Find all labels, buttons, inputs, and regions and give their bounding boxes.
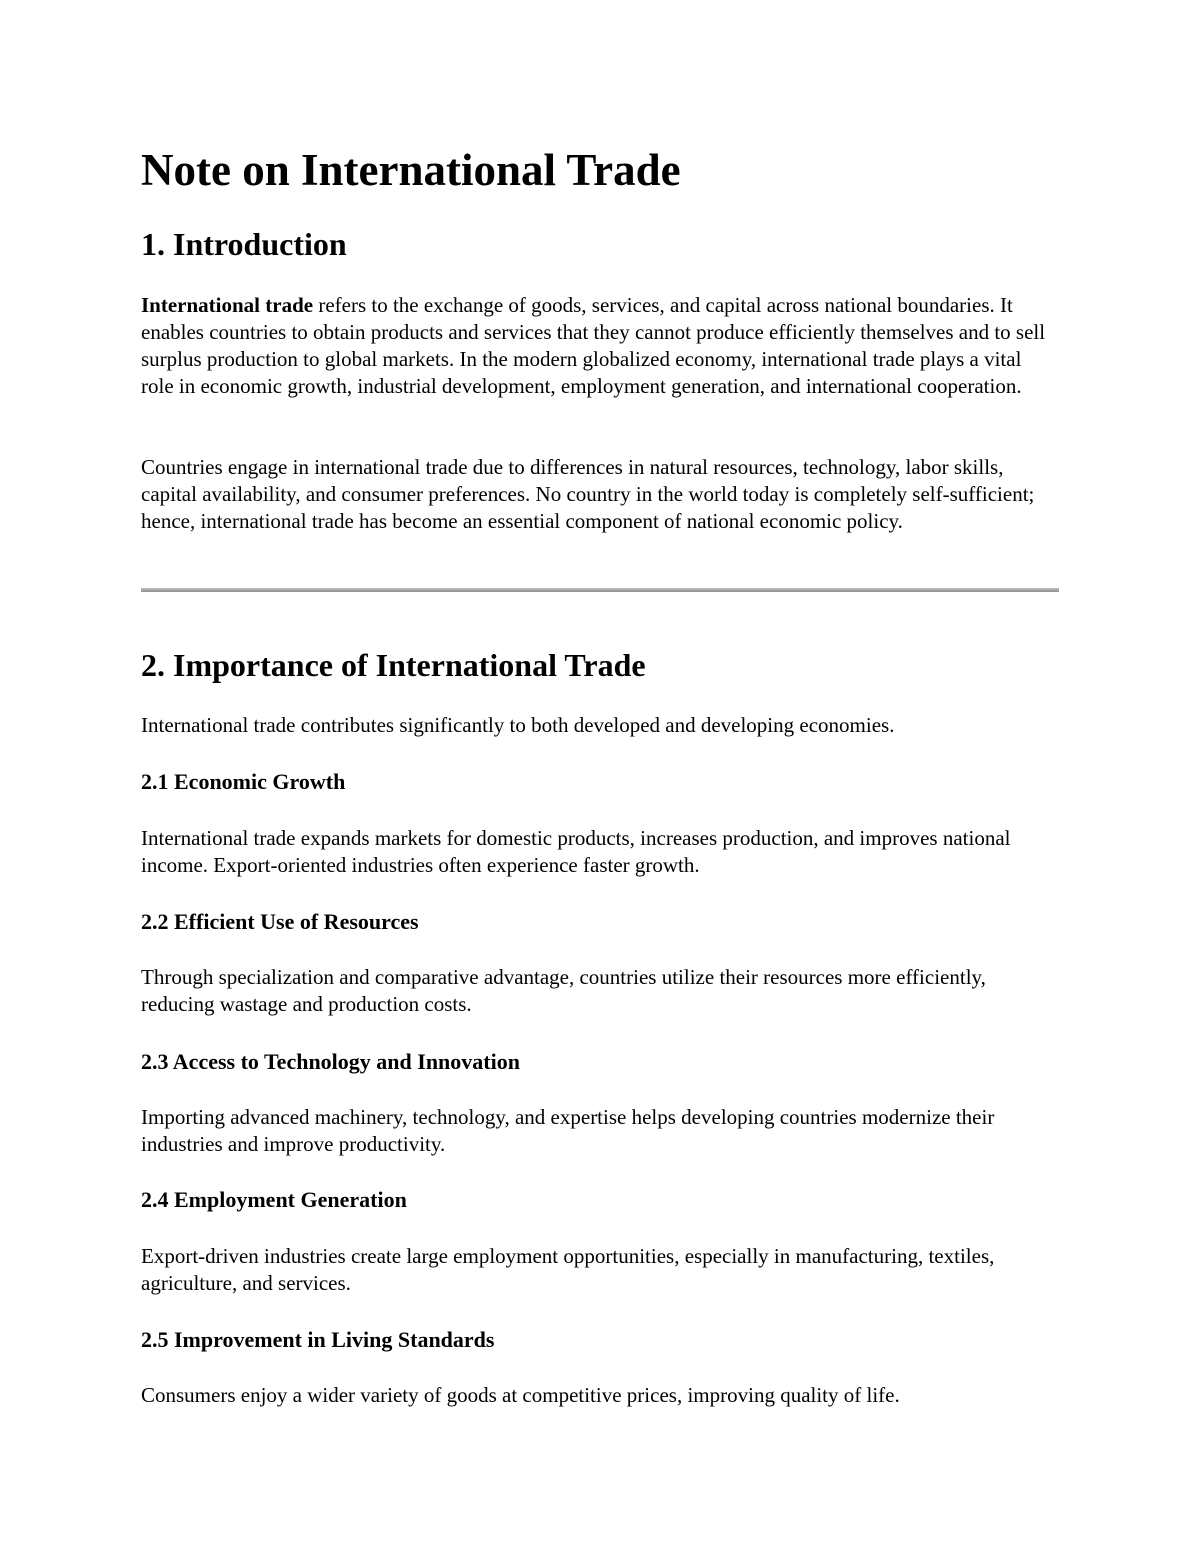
- introduction-lead-term: International trade: [141, 293, 314, 317]
- introduction-paragraph-1-text: refers to the exchange of goods, services, and capital across national boundaries. It enables countries to obtain products and services that they cannot produce efficiently themselves and to sell surplus production to global markets. In the modern globalized economy, international trade plays a vital role in economic growth, industrial development, employment generation, and international cooperation.: [141, 293, 1046, 398]
- subsection-text-employment: Export-driven industries create large employment opportunities, especially in manufacturing, textiles, agriculture, and services.: [141, 1244, 995, 1295]
- subsection-heading-efficient-resources: 2.2 Efficient Use of Resources: [141, 909, 419, 934]
- horizontal-divider: [141, 588, 1059, 592]
- subsection-text-technology-innovation: Importing advanced machinery, technology, and expertise helps developing countries modernize their industries and improve productivity.: [141, 1105, 995, 1156]
- subsection-text-living-standards: Consumers enjoy a wider variety of goods at competitive prices, improving quality of life.: [141, 1383, 900, 1407]
- subsection-text-efficient-resources: Through specialization and comparative advantage, countries utilize their resources more efficiently, reducing wastage and production costs.: [141, 965, 986, 1016]
- subsection-heading-technology-innovation: 2.3 Access to Technology and Innovation: [141, 1049, 520, 1074]
- section-heading-introduction: 1. Introduction: [141, 226, 347, 262]
- subsection-heading-economic-growth: 2.1 Economic Growth: [141, 769, 346, 794]
- document-title: Note on International Trade: [141, 145, 681, 195]
- section-heading-importance: 2. Importance of International Trade: [141, 647, 646, 683]
- subsection-heading-living-standards: 2.5 Improvement in Living Standards: [141, 1327, 495, 1352]
- introduction-paragraph-2: Countries engage in international trade due to differences in natural resources, technology, labor skills, capital availability, and consumer preferences. No country in the world today is completely self-sufficient; hence, international trade has become an essential component of national economic policy.: [141, 455, 1035, 533]
- subsection-heading-employment: 2.4 Employment Generation: [141, 1187, 407, 1212]
- introduction-paragraph-1: [141, 292, 1059, 400]
- importance-intro-paragraph: International trade contributes significantly to both developed and developing economies.: [141, 713, 895, 737]
- subsection-text-economic-growth: International trade expands markets for domestic products, increases production, and improves national income. Export-oriented industries often experience faster growth.: [141, 826, 1011, 877]
